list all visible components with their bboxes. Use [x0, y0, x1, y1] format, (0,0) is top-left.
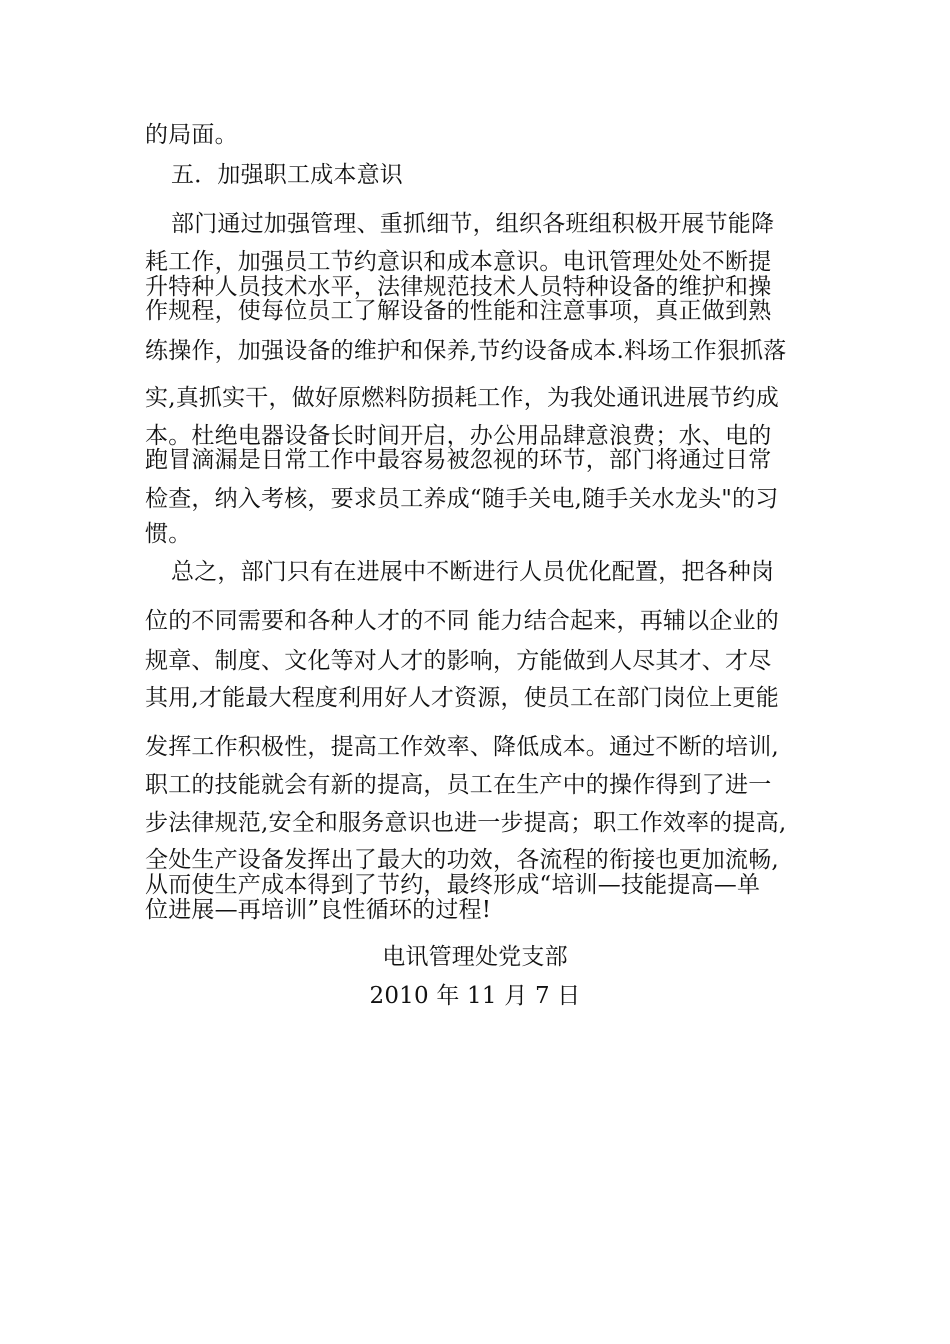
paragraph-line: 全处生产设备发挥出了最大的功效，各流程的衔接也更加流畅, — [145, 847, 779, 873]
paragraph-line: 位进展—再培训”良性循环的过程! — [145, 897, 492, 923]
paragraph-line: 升特种人员技术水平，法律规范技术人员特种设备的维护和操 — [145, 274, 772, 300]
paragraph-line: 步法律规范,安全和服务意识也进一步提高；职工作效率的提高, — [145, 810, 787, 836]
paragraph-line: 职工的技能就会有新的提高，员工在生产中的操作得到了进一 — [145, 772, 772, 798]
paragraph-line: 总之，部门只有在进展中不断进行人员优化配置，把各种岗 — [171, 559, 775, 585]
paragraph-line: 的局面。 — [145, 122, 238, 148]
paragraph-line: 作规程，使每位员工了解设备的性能和注意事项，真正做到熟 — [145, 298, 772, 324]
paragraph-line: 位的不同需要和各种人才的不同 能力结合起来，再辅以企业的 — [145, 608, 779, 634]
paragraph-line: 练操作，加强设备的维护和保养,节约设备成本.料场工作狠抓落 — [145, 338, 787, 364]
paragraph-line: 跑冒滴漏是日常工作中最容易被忽视的环节，部门将通过日常 — [145, 447, 772, 473]
paragraph-line: 从而使生产成本得到了节约，最终形成“培训—技能提高—单 — [145, 872, 761, 898]
signature-date: 2010 年 11 月 7 日 — [369, 983, 581, 1009]
paragraph-line: 检查，纳入考核，要求员工养成“随手关电,随手关水龙头"的习 — [145, 486, 779, 512]
paragraph-line: 耗工作，加强员工节约意识和成本意识。电讯管理处处不断提 — [145, 249, 772, 275]
paragraph-line: 规章、制度、文化等对人才的影响，方能做到人尽其才、才尽 — [145, 648, 772, 674]
paragraph-line: 部门通过加强管理、重抓细节，组织各班组积极开展节能降 — [171, 211, 775, 237]
signature-org: 电讯管理处党支部 — [382, 944, 568, 970]
paragraph-line: 发挥工作积极性，提高工作效率、降低成本。通过不断的培训, — [145, 734, 779, 760]
paragraph-line: 本。杜绝电器设备长时间开启，办公用品肆意浪费；水、电的 — [145, 423, 772, 449]
paragraph-line: 实,真抓实干，做好原燃料防损耗工作，为我处通讯进展节约成 — [145, 385, 779, 411]
section-heading: 五．加强职工成本意识 — [171, 162, 403, 188]
paragraph-line: 其用,才能最大程度利用好人才资源，使员工在部门岗位上更能 — [145, 685, 779, 711]
paragraph-line: 惯。 — [145, 521, 192, 547]
